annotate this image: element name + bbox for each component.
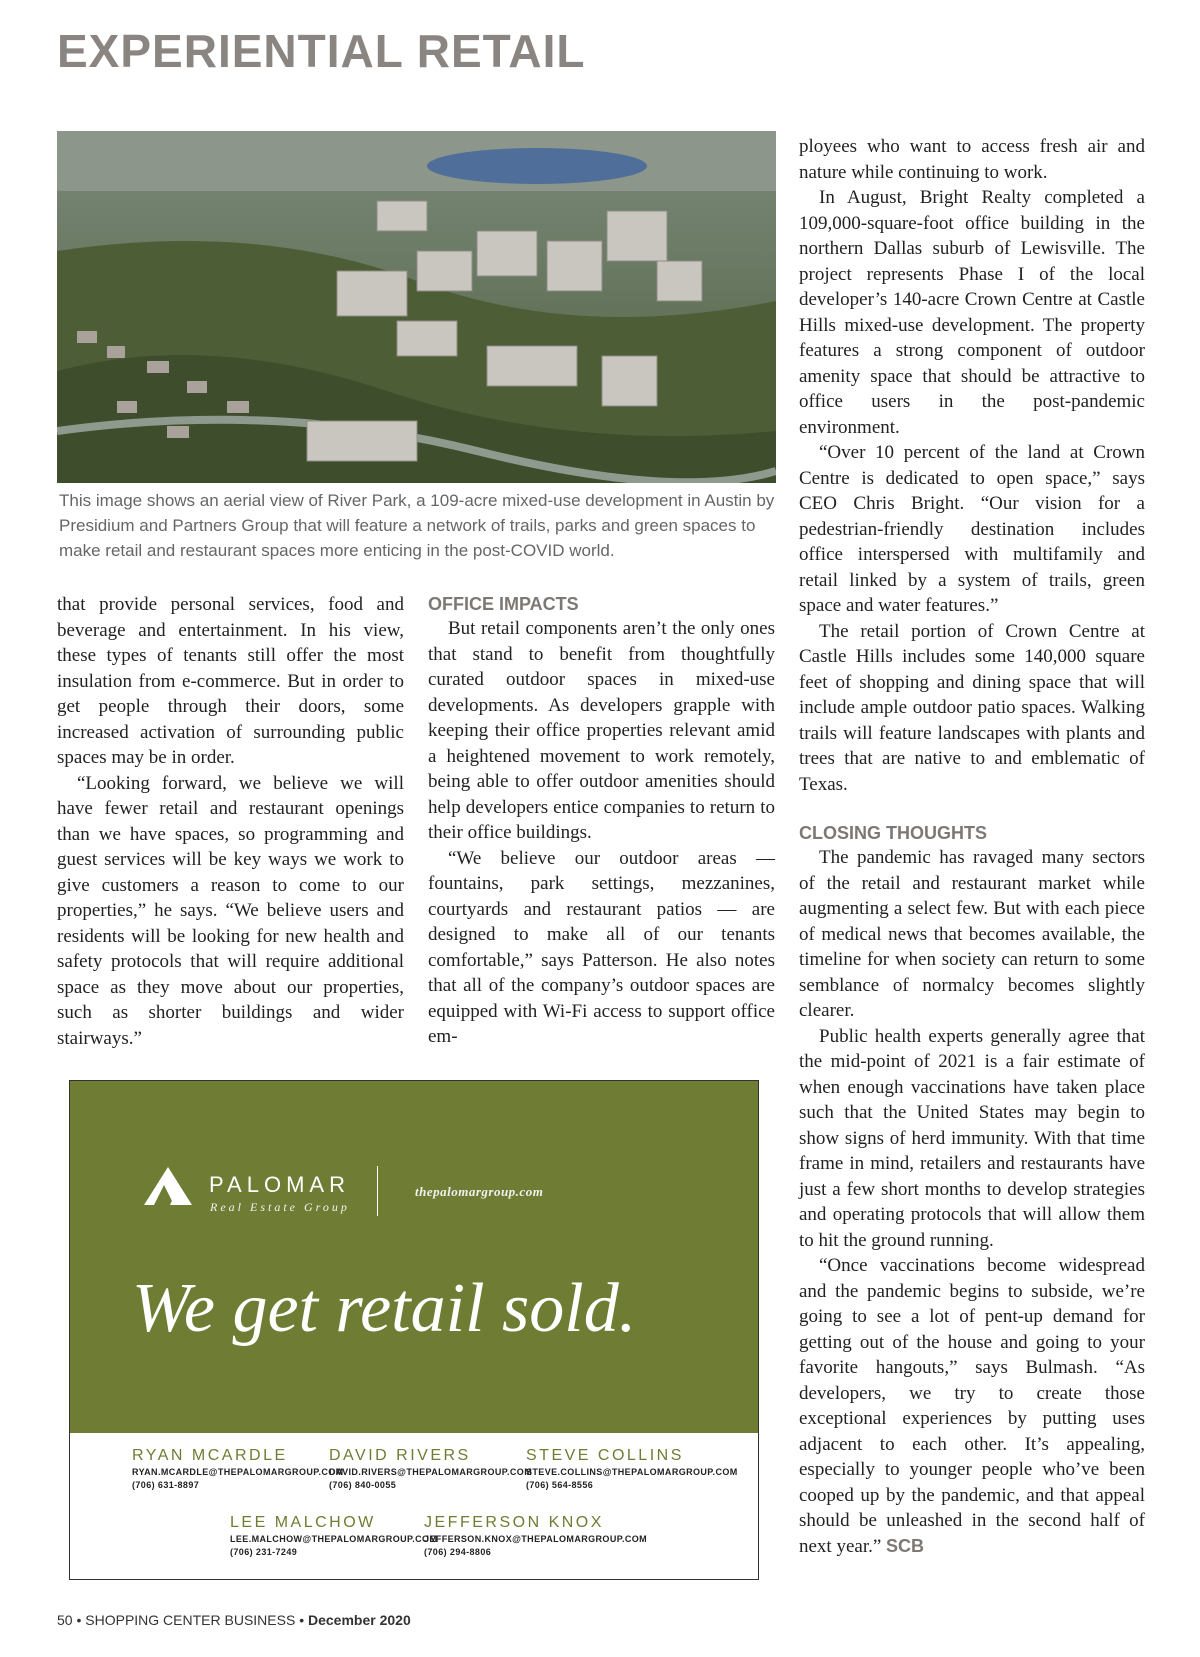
agent-phone: (706) 231-7249 [230,1547,298,1557]
section-heading: OFFICE IMPACTS [428,594,579,614]
column-3 [799,134,1145,1559]
photo-caption: This image shows an aerial view of River Park, a 109-acre mixed-use development in Austin by Presidium and Partners Group that will feature a network of trails, parks and green spaces to make retail and restaurant spaces more enticing in the post-COVID world. [59,491,775,560]
section-title: EXPERIENTIAL RETAIL [57,25,586,77]
agent-phone: (706) 564-8556 [526,1480,594,1490]
page-footer: 50 • SHOPPING CENTER BUSINESS • December 2020 [57,1612,411,1628]
column-2 [428,592,775,1050]
paragraph: “Over 10 percent of the land at Crown Centre is dedicated to open space,” says CEO Chris Bright. “Our vision for a pedestrian-friendly destination includes office interspersed with multifamily and retail linked by a system of trails, green space and water features.” [799,442,1145,616]
brand-name: PALOMAR [209,1172,350,1197]
agent-contact [329,1446,532,1492]
aerial-photo [57,131,776,483]
agent-phone: (706) 840-0055 [329,1480,397,1490]
palomar-logo-icon [142,1165,194,1207]
agent-email[interactable]: STEVE.COLLINS@THEPALOMARGROUP.COM [526,1467,738,1477]
publication-name: SHOPPING CENTER BUSINESS [85,1612,296,1628]
brand-subtitle: Real Estate Group [210,1200,350,1214]
agent-contact [230,1513,437,1559]
agent-contact [424,1513,647,1559]
paragraph: that provide personal services, food and beverage and entertainment. In his view, these types of tenants still offer the most insulation from e-commerce. But in order to get people through their doors, some increased activation of surrounding public spaces may be in order. [57,594,404,768]
section-heading: CLOSING THOUGHTS [799,823,987,843]
agent-name: LEE MALCHOW [230,1514,376,1531]
agent-email[interactable]: JEFFERSON.KNOX@THEPALOMARGROUP.COM [424,1534,648,1544]
column-1 [57,592,404,1051]
agent-contact [526,1446,738,1492]
paragraph: ployees who want to access fresh air and nature while continuing to work. [799,136,1145,183]
paragraph [799,1253,1145,1559]
paragraph: Public health experts generally agree that the mid-point of 2021 is a fair estimate of when enough vaccinations have taken place such that the United States may begin to show signs of herd immunity. With that time frame in mind, retailers and restaurants have just a few short months to develop strategies and operating protocols that will allow them to hit the ground running. [799,1025,1145,1251]
agent-name: DAVID RIVERS [329,1447,471,1464]
paragraph: The pandemic has ravaged many sectors of the retail and restaurant market while augmenting a select few. But with each piece of medical news that becomes available, the timeline for when society can return to some semblance of normalcy becomes slightly clearer. [799,847,1145,1021]
palomar-advertisement [69,1080,759,1580]
ad-divider [377,1166,378,1216]
ad-banner [70,1081,758,1433]
paragraph-text: “Once vaccinations become widespread and the pandemic begins to subside, we’re going to see a lot of pent-up demand for getting out of the house and going to your favorite hangouts,” says Bulmash. “As developers, we try to create those exceptional experiences by putting uses adjacent to each other. It’s appealing, especially to younger people who’ve been cooped up by the pandemic, and that appeal should be unleashed in the second half of next year.” [799,1255,1145,1557]
ad-website-link[interactable]: thepalomargroup.com [415,1184,544,1199]
page-number: 50 [57,1612,73,1628]
paragraph: But retail components aren’t the only ones that stand to benefit from thoughtfully curated outdoor spaces in mixed-use developments. As developers grapple with keeping their office properties relevant amid a heightened movement to work remotely, being able to offer outdoor amenities should help developers entice companies to return to their office buildings. [428,618,775,843]
paragraph: In August, Bright Realty completed a 109,000-square-foot office building in the northern Dallas suburb of Lewisville. The project represents Phase I of the local developer’s 140-acre Crown Centre at Castle Hills mixed-use development. The property features a strong component of outdoor amenity space that should be attractive to office users in the post-pandemic environment. [799,187,1145,438]
agent-name: STEVE COLLINS [526,1447,684,1464]
paragraph: “We believe our outdoor areas — fountains, park settings, mezzanines, courtyards and restaurant patios — are designed to make all of our tenants comfortable,” says Patterson. He also notes that all of the company’s outdoor spaces are equipped with Wi-Fi access to support office em- [428,847,775,1047]
agent-name: JEFFERSON KNOX [424,1514,604,1531]
agent-phone: (706) 631-8897 [132,1480,200,1490]
agent-contact [132,1446,344,1492]
agent-email[interactable]: RYAN.MCARDLE@THEPALOMARGROUP.COM [132,1467,344,1477]
issue-date: December 2020 [308,1612,411,1628]
agent-email[interactable]: LEE.MALCHOW@THEPALOMARGROUP.COM [230,1534,438,1544]
paragraph: “Looking forward, we believe we will have fewer retail and restaurant openings than we have spaces, so programming and guest services will be key ways we work to give customers a reason to come to our properties,” he says. “We believe users and residents will be looking for new health and safety protocols that will require additional space as they move about our properties, such as shorter buildings and wider stairways.” [57,772,404,1049]
ad-tagline: We get retail sold. [132,1270,637,1347]
agent-name: RYAN MCARDLE [132,1447,288,1464]
agent-email[interactable]: DAVID.RIVERS@THEPALOMARGROUP.COM [329,1467,533,1477]
paragraph: The retail portion of Crown Centre at Castle Hills includes some 140,000 square feet of shopping and dining space that will include ample outdoor patio spaces. Walking trails will feature landscapes with plants and trees that are native to and emblematic of Texas. [799,620,1145,795]
agent-phone: (706) 294-8806 [424,1547,492,1557]
signoff: SCB [886,1535,925,1556]
